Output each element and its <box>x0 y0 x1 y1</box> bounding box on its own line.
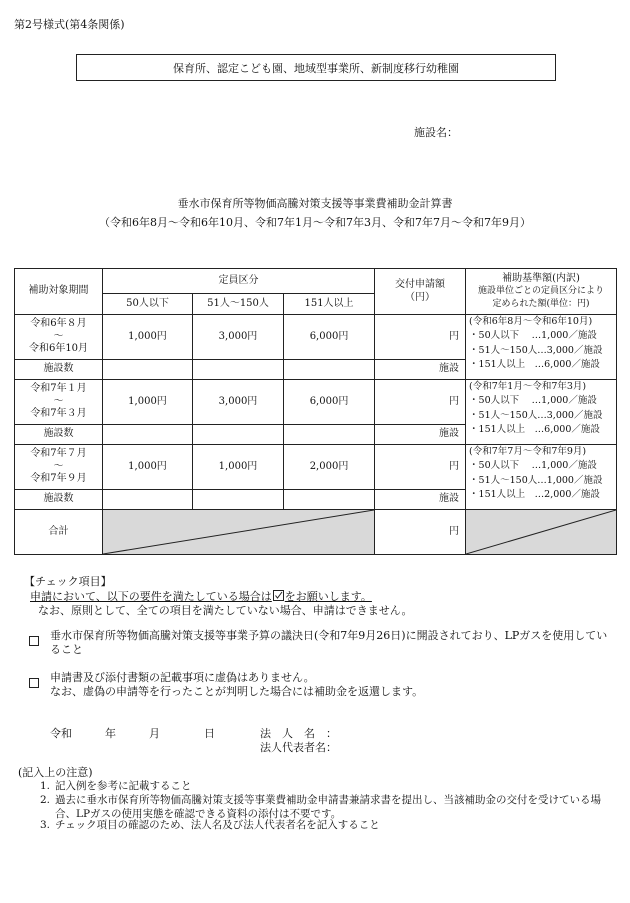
facility-count-field[interactable] <box>193 360 284 380</box>
standard-breakdown: (令和6年8月～令和6年10月) ・50人以下 …1,000／施設 ・51人～150人…3,000／施設 ・151人以上 …6,000／施設 <box>466 315 617 380</box>
header-period: 補助対象期間 <box>15 269 103 315</box>
check-instruction: 申請において、以下の要件を満たしている場合は をお願いします。 <box>30 590 372 603</box>
checkbox-lpgas-requirement[interactable] <box>29 636 39 646</box>
representative-name-field[interactable]: 法人代表者名： <box>260 741 337 754</box>
facility-count-label: 施設数 <box>15 360 103 380</box>
diagonal-strike <box>466 510 616 554</box>
total-label: 合計 <box>15 510 103 555</box>
total-amount-field[interactable]: 円 <box>375 510 466 555</box>
period-cell: 令和6年８月 〜 令和6年10月 <box>15 315 103 360</box>
calculation-table <box>14 268 617 555</box>
request-amount-field[interactable]: 円 <box>375 315 466 360</box>
subsidy-periods: （令和6年8月～令和6年10月、令和7年1月～令和7年3月、令和7年7月～令和7年9月） <box>99 216 531 229</box>
amount-cell: 1,000円 <box>103 445 193 490</box>
document-title: 垂水市保育所等物価高騰対策支援等事業費補助金計算書 <box>177 197 453 210</box>
header-capacity: 定員区分 <box>103 269 375 294</box>
header-cap-51-150: 51人～150人 <box>193 294 284 315</box>
facility-count-label: 施設数 <box>15 490 103 510</box>
header-request: 交付申請額 （円） <box>375 269 466 315</box>
facility-total-field[interactable]: 施設 <box>375 490 466 510</box>
total-standard-shaded <box>466 510 617 555</box>
table-row <box>15 315 617 360</box>
amount-cell: 6,000円 <box>284 380 375 425</box>
period-cell: 令和7年１月 〜 令和7年３月 <box>15 380 103 425</box>
facility-count-field[interactable] <box>193 425 284 445</box>
total-shaded-area <box>103 510 375 555</box>
table-row <box>15 380 617 425</box>
facility-total-field[interactable]: 施設 <box>375 425 466 445</box>
facility-count-field[interactable] <box>103 490 193 510</box>
amount-cell: 1,000円 <box>103 315 193 360</box>
facility-count-field[interactable] <box>103 360 193 380</box>
total-row <box>15 510 617 555</box>
corporation-name-field[interactable]: 法 人 名 ： <box>260 727 337 740</box>
amount-cell: 3,000円 <box>193 380 284 425</box>
date-field[interactable]: 令和 年 月 日 <box>50 727 215 740</box>
check-items-title: 【チェック項目】 <box>24 575 112 588</box>
check-mark-icon <box>273 590 284 601</box>
diagonal-strike <box>103 510 374 554</box>
facility-count-field[interactable] <box>284 360 375 380</box>
facility-count-label: 施設数 <box>15 425 103 445</box>
note-item: 2. 過去に垂水市保育所等物価高騰対策支援等事業費補助金申請書兼請求書を提出し、当該補助金の交付を受けている場合、LPガスの使用実態を確認できる資料の添付は不要です。 <box>40 794 601 820</box>
target-facilities-box: 保育所、認定こども園、地域型事業所、新制度移行幼稚園 <box>76 54 556 81</box>
notes-title: (記入上の注意) <box>18 766 93 779</box>
note-item: 1. 記入例を参考に記載すること <box>40 780 192 792</box>
amount-cell: 3,000円 <box>193 315 284 360</box>
request-amount-field[interactable]: 円 <box>375 380 466 425</box>
header-cap-151-plus: 151人以上 <box>284 294 375 315</box>
amount-cell: 2,000円 <box>284 445 375 490</box>
check-note: なお、原則として、全ての項目を満たしていない場合、申請はできません。 <box>38 604 413 617</box>
check-item-lpgas: 垂水市保育所等物価高騰対策支援等事業予算の議決日(令和7年9月26日)に開設されており、LPガスを使用していること <box>50 629 608 656</box>
note-item: 3. チェック項目の確認のため、法人名及び法人代表者名を記入すること <box>40 819 380 831</box>
standard-breakdown: (令和7年7月～令和7年9月) ・50人以下 …1,000／施設 ・51人～150人…1,000／施設 ・151人以上 …2,000／施設 <box>466 445 617 510</box>
period-cell: 令和7年７月 〜 令和7年９月 <box>15 445 103 490</box>
standard-breakdown: (令和7年1月～令和7年3月) ・50人以下 …1,000／施設 ・51人～150人…3,000／施設 ・151人以上 …6,000／施設 <box>466 380 617 445</box>
amount-cell: 1,000円 <box>103 380 193 425</box>
table-row <box>15 445 617 490</box>
facility-total-field[interactable]: 施設 <box>375 360 466 380</box>
facility-name-label: 施設名： <box>414 126 458 139</box>
header-cap-50-or-less: 50人以下 <box>103 294 193 315</box>
facility-count-field[interactable] <box>103 425 193 445</box>
request-amount-field[interactable]: 円 <box>375 445 466 490</box>
amount-cell: 1,000円 <box>193 445 284 490</box>
checkbox-no-falsehood[interactable] <box>29 678 39 688</box>
header-standard: 補助基準額(内訳) 施設単位ごとの定員区分により 定められた額(単位：円) <box>466 269 617 315</box>
facility-count-field[interactable] <box>284 490 375 510</box>
amount-cell: 6,000円 <box>284 315 375 360</box>
form-number: 第2号様式(第4条関係) <box>14 18 125 31</box>
facility-count-field[interactable] <box>284 425 375 445</box>
check-item-truthfulness: 申請書及び添付書類の記載事項に虚偽はありません。 なお、虚偽の申請等を行ったことが判明した場合には補助金を返還します。 <box>50 671 424 698</box>
facility-count-field[interactable] <box>193 490 284 510</box>
